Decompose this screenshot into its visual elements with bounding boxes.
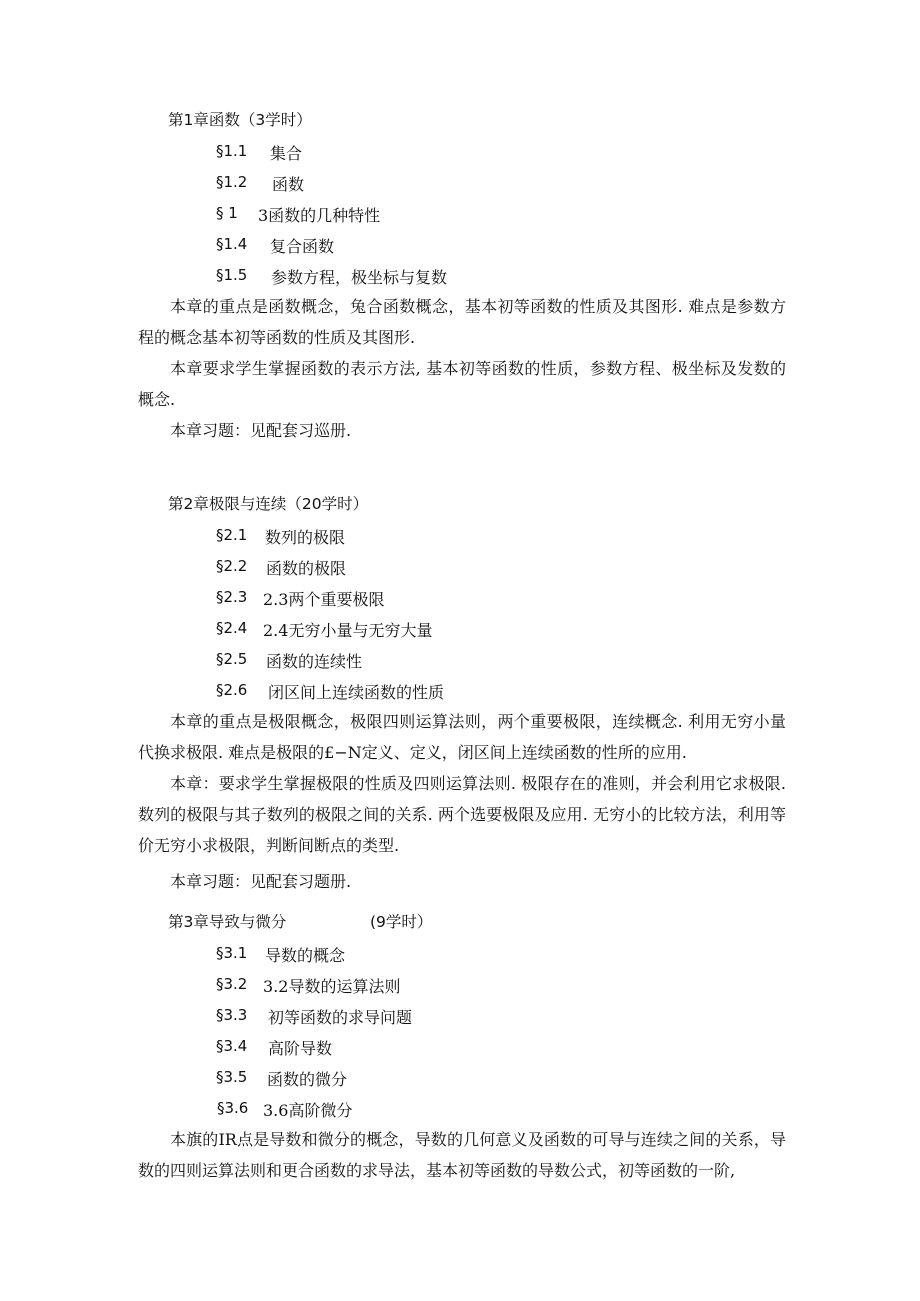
section-title: 3函数的几种特性	[258, 206, 381, 225]
section-title: 函数的极限	[266, 559, 347, 578]
section-number: §2.6	[216, 681, 248, 699]
chapter-3-title: 第3章导致与微分	[168, 913, 287, 931]
section-title: 复合函数	[270, 237, 335, 256]
section-title: 集合	[270, 144, 303, 163]
chapter-3-hours: (9学时）	[370, 913, 433, 931]
section-number: § 1	[216, 204, 238, 222]
section-number: §3.6	[217, 1099, 249, 1117]
section-title: 导数的概念	[265, 946, 346, 965]
section-number: §1.2	[216, 173, 248, 191]
chapter-1-requirement-paragraph: 本章要求学生掌握函数的表示方法, 基本初等函数的性质，参数方程、极坐标及发数的概念.	[138, 359, 786, 409]
section-title: 数列的极限	[265, 528, 346, 547]
section-title: 闭区间上连续函数的性质	[268, 683, 445, 702]
section-number: §3.4	[216, 1037, 248, 1055]
section-title: 参数方程，极坐标与复数	[271, 268, 448, 287]
section-title: 3.6高阶微分	[263, 1101, 353, 1120]
section-number: §1.1	[216, 142, 248, 160]
section-number: §1.5	[216, 266, 248, 284]
chapter-2-exercise-note: 本章习题：见配套习题册.	[170, 872, 352, 891]
section-title: 2.4无穷小量与无穷大量	[263, 621, 433, 640]
section-number: §2.3	[216, 588, 248, 606]
section-number: §3.3	[216, 1006, 248, 1024]
section-title: 2.3两个重要极限	[263, 590, 385, 609]
section-number: §3.5	[216, 1068, 248, 1086]
section-number: §3.2	[216, 975, 248, 993]
section-number: §1.4	[216, 235, 248, 253]
section-number: §2.4	[216, 619, 248, 637]
section-title: 高阶导数	[268, 1039, 333, 1058]
section-title: 函数的连续性	[266, 652, 363, 671]
section-title: 函数	[272, 175, 305, 194]
section-number: §2.2	[216, 557, 248, 575]
chapter-3-focus-paragraph: 本旗的IR点是导数和微分的概念，导数的几何意义及函数的可导与连续之间的关系，导数的四则运算法则和更合函数的求导法，基本初等函数的导数公式，初等函数的一阶,	[138, 1130, 786, 1180]
section-title: 初等函数的求导问题	[268, 1008, 413, 1027]
chapter-2-focus-paragraph: 本章的重点是极限概念，极限四则运算法则，两个重要极限，连续概念. 利用无穷小量代换求极限. 难点是极限的£−N定义、定义，闭区间上连续函数的性所的应用.	[138, 712, 786, 762]
chapter-1-title: 第1章函数（3学时）	[168, 111, 312, 129]
chapter-2-title: 第2章极限与连续（20学时）	[168, 495, 369, 513]
section-number: §2.1	[216, 526, 248, 544]
chapter-2-requirement-paragraph: 本章：要求学生掌握极限的性质及四则运算法则. 极限存在的准则，并会利用它求极限. 数列的极限与其子数列的极限之间的关系. 两个选要极限及应用. 无穷小的比较方法，利用等价无穷小求极限，判断间断点的类型.	[138, 774, 786, 855]
chapter-1-exercise-note: 本章习题：见配套习巡册.	[170, 421, 352, 440]
section-title: 3.2导数的运算法则	[263, 977, 401, 996]
section-title: 函数的微分	[267, 1070, 348, 1089]
section-number: §3.1	[216, 944, 248, 962]
section-number: §2.5	[216, 650, 248, 668]
chapter-1-focus-paragraph: 本章的重点是函数概念，兔合函数概念，基本初等函数的性质及其图形. 难点是参数方程的概念基本初等函数的性质及其图形.	[138, 297, 786, 347]
